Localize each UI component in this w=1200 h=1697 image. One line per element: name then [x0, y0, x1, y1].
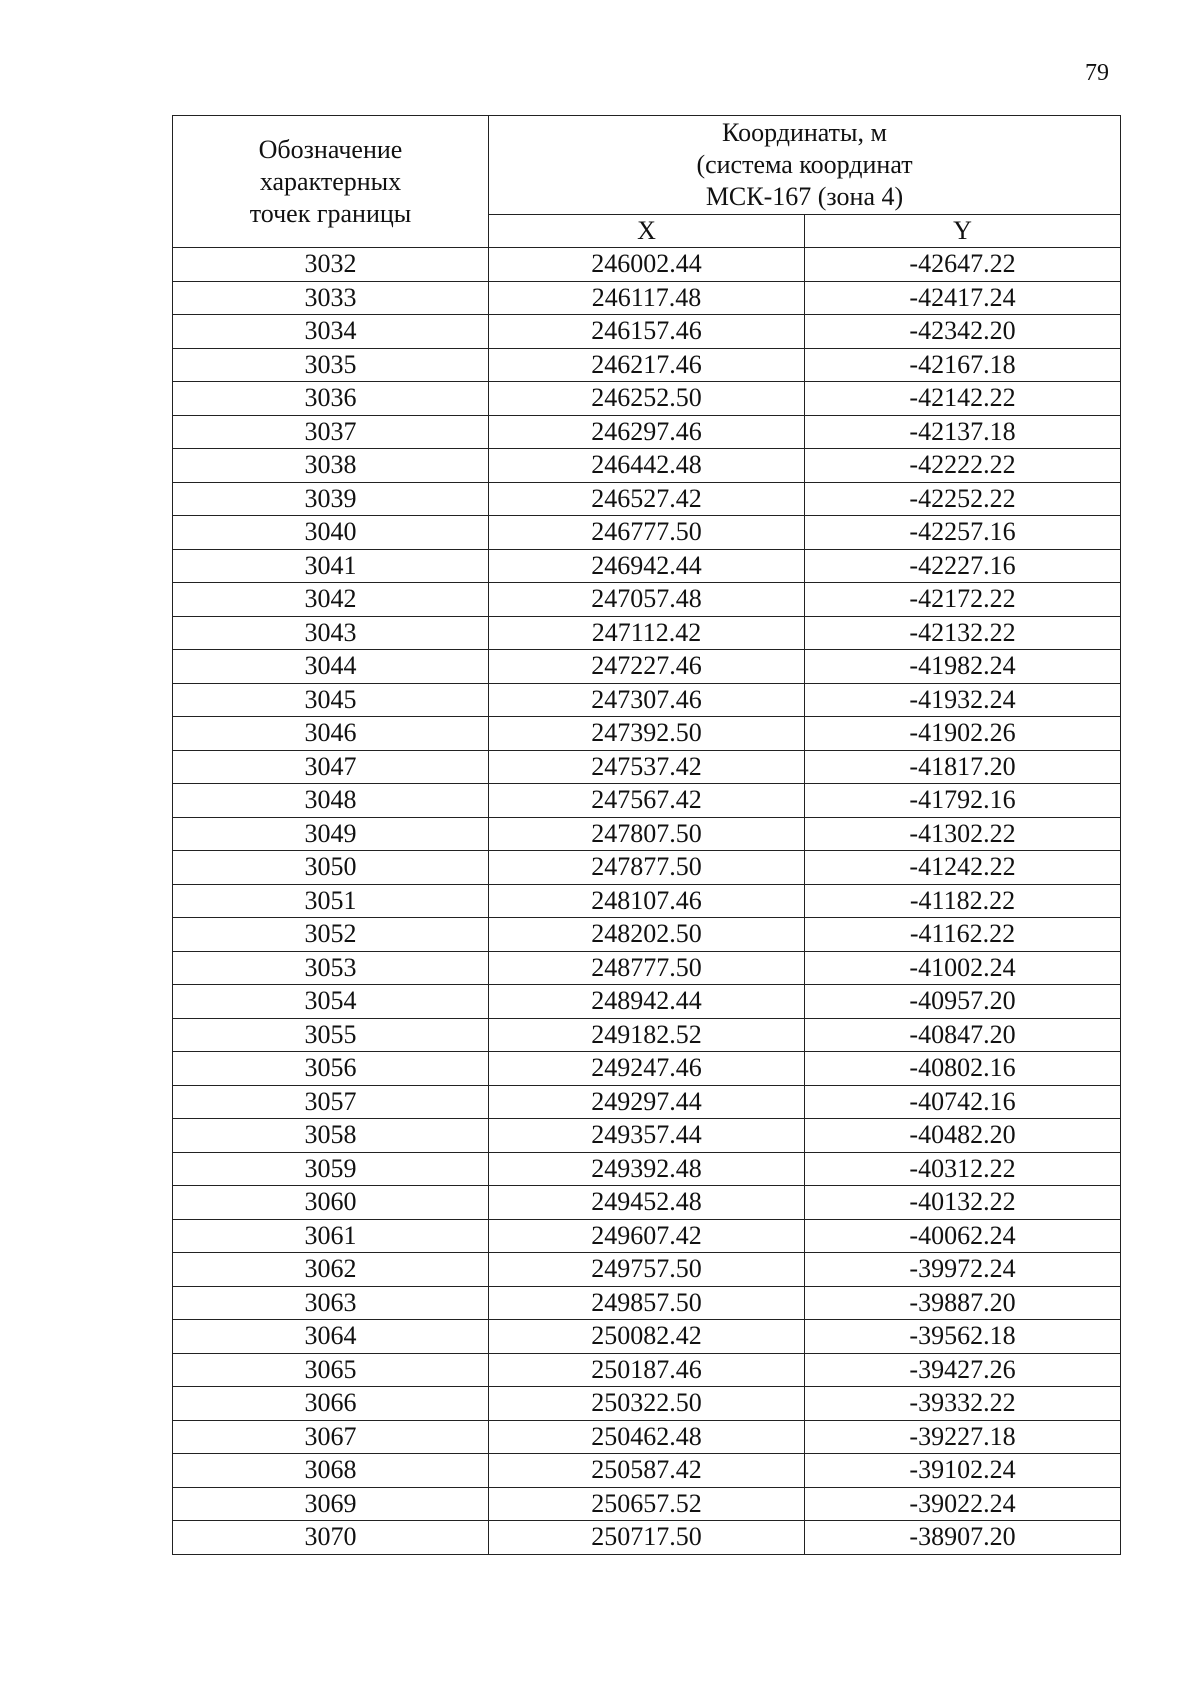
cell-point: 3037: [173, 415, 489, 449]
cell-x: 247227.46: [489, 650, 805, 684]
table-row: [173, 918, 1121, 952]
cell-x: 248202.50: [489, 918, 805, 952]
cell-point: 3059: [173, 1152, 489, 1186]
table-row: [173, 717, 1121, 751]
cell-point: 3056: [173, 1052, 489, 1086]
cell-x: 248107.46: [489, 884, 805, 918]
header-coords-line: Координаты, м: [722, 118, 887, 147]
cell-y: -40802.16: [805, 1052, 1121, 1086]
cell-x: 250587.42: [489, 1454, 805, 1488]
cell-point: 3068: [173, 1454, 489, 1488]
cell-point: 3052: [173, 918, 489, 952]
cell-point: 3058: [173, 1119, 489, 1153]
table-body: [173, 248, 1121, 1555]
cell-x: 249357.44: [489, 1119, 805, 1153]
cell-x: 246297.46: [489, 415, 805, 449]
table-row: [173, 1152, 1121, 1186]
cell-point: 3063: [173, 1286, 489, 1320]
cell-point: 3038: [173, 449, 489, 483]
table-row: [173, 449, 1121, 483]
cell-point: 3066: [173, 1387, 489, 1421]
table-row: [173, 884, 1121, 918]
cell-y: -39332.22: [805, 1387, 1121, 1421]
cell-point: 3041: [173, 549, 489, 583]
cell-x: 249757.50: [489, 1253, 805, 1287]
cell-y: -42222.22: [805, 449, 1121, 483]
table-row: [173, 1085, 1121, 1119]
table-row: [173, 1186, 1121, 1220]
table-row: [173, 1387, 1121, 1421]
cell-point: 3039: [173, 482, 489, 516]
cell-point: 3049: [173, 817, 489, 851]
table-row: [173, 583, 1121, 617]
cell-x: 246442.48: [489, 449, 805, 483]
cell-x: 246117.48: [489, 281, 805, 315]
header-point-line: характерных: [259, 166, 402, 196]
cell-x: 249392.48: [489, 1152, 805, 1186]
cell-point: 3065: [173, 1353, 489, 1387]
cell-point: 3054: [173, 985, 489, 1019]
cell-x: 250322.50: [489, 1387, 805, 1421]
table-row: [173, 1521, 1121, 1555]
cell-point: 3050: [173, 851, 489, 885]
cell-point: 3042: [173, 583, 489, 617]
coordinates-table: [172, 115, 1121, 1555]
table-row: [173, 549, 1121, 583]
cell-x: 247877.50: [489, 851, 805, 885]
cell-point: 3035: [173, 348, 489, 382]
header-point-line: Обозначение: [258, 134, 403, 164]
cell-y: -39972.24: [805, 1253, 1121, 1287]
cell-y: -42417.24: [805, 281, 1121, 315]
cell-point: 3045: [173, 683, 489, 717]
cell-x: 247112.42: [489, 616, 805, 650]
cell-y: -41792.16: [805, 784, 1121, 818]
cell-point: 3069: [173, 1487, 489, 1521]
cell-y: -41932.24: [805, 683, 1121, 717]
cell-y: -42142.22: [805, 382, 1121, 416]
cell-x: 249857.50: [489, 1286, 805, 1320]
table-row: [173, 315, 1121, 349]
cell-x: 247307.46: [489, 683, 805, 717]
cell-x: 247567.42: [489, 784, 805, 818]
cell-point: 3060: [173, 1186, 489, 1220]
cell-point: 3062: [173, 1253, 489, 1287]
cell-y: -42227.16: [805, 549, 1121, 583]
cell-y: -40062.24: [805, 1219, 1121, 1253]
table-row: [173, 1454, 1121, 1488]
cell-point: 3048: [173, 784, 489, 818]
cell-x: 247057.48: [489, 583, 805, 617]
cell-y: -40132.22: [805, 1186, 1121, 1220]
cell-point: 3040: [173, 516, 489, 550]
cell-x: 250462.48: [489, 1420, 805, 1454]
table-row: [173, 1420, 1121, 1454]
table-row: [173, 248, 1121, 282]
cell-x: 247537.42: [489, 750, 805, 784]
table-row: [173, 348, 1121, 382]
cell-point: 3034: [173, 315, 489, 349]
cell-point: 3064: [173, 1320, 489, 1354]
cell-x: 246942.44: [489, 549, 805, 583]
cell-y: -40312.22: [805, 1152, 1121, 1186]
cell-x: 249607.42: [489, 1219, 805, 1253]
cell-x: 249182.52: [489, 1018, 805, 1052]
header-x: X: [489, 215, 805, 248]
cell-y: -39887.20: [805, 1286, 1121, 1320]
cell-point: 3070: [173, 1521, 489, 1555]
header-coords-line: МСК-167 (зона 4): [705, 182, 904, 211]
table-row: [173, 750, 1121, 784]
cell-x: 246002.44: [489, 248, 805, 282]
cell-y: -42342.20: [805, 315, 1121, 349]
cell-y: -40742.16: [805, 1085, 1121, 1119]
cell-y: -39102.24: [805, 1454, 1121, 1488]
cell-x: 246157.46: [489, 315, 805, 349]
table-row: [173, 683, 1121, 717]
cell-y: -41242.22: [805, 851, 1121, 885]
table-row: [173, 382, 1121, 416]
cell-point: 3061: [173, 1219, 489, 1253]
cell-x: 248942.44: [489, 985, 805, 1019]
cell-y: -39227.18: [805, 1420, 1121, 1454]
table-row: [173, 817, 1121, 851]
header-y: Y: [805, 215, 1121, 248]
cell-y: -41302.22: [805, 817, 1121, 851]
table-row: [173, 951, 1121, 985]
table-row: [173, 415, 1121, 449]
cell-y: -41162.22: [805, 918, 1121, 952]
cell-x: 250657.52: [489, 1487, 805, 1521]
cell-x: 249452.48: [489, 1186, 805, 1220]
cell-point: 3044: [173, 650, 489, 684]
table-row: [173, 516, 1121, 550]
cell-x: 250082.42: [489, 1320, 805, 1354]
cell-point: 3055: [173, 1018, 489, 1052]
cell-y: -41817.20: [805, 750, 1121, 784]
cell-y: -42647.22: [805, 248, 1121, 282]
table-row: [173, 616, 1121, 650]
cell-y: -40847.20: [805, 1018, 1121, 1052]
cell-x: 246527.42: [489, 482, 805, 516]
cell-point: 3043: [173, 616, 489, 650]
cell-x: 249247.46: [489, 1052, 805, 1086]
table-row: [173, 1219, 1121, 1253]
cell-y: -42132.22: [805, 616, 1121, 650]
table-row: [173, 650, 1121, 684]
table-row: [173, 1487, 1121, 1521]
cell-point: 3032: [173, 248, 489, 282]
cell-y: -39022.24: [805, 1487, 1121, 1521]
table-header: [173, 116, 1121, 248]
table-row: [173, 482, 1121, 516]
table-row: [173, 851, 1121, 885]
cell-y: -39427.26: [805, 1353, 1121, 1387]
cell-x: 249297.44: [489, 1085, 805, 1119]
cell-x: 247807.50: [489, 817, 805, 851]
cell-x: 248777.50: [489, 951, 805, 985]
cell-point: 3047: [173, 750, 489, 784]
cell-point: 3057: [173, 1085, 489, 1119]
table-row: [173, 985, 1121, 1019]
cell-x: 247392.50: [489, 717, 805, 751]
cell-y: -41902.26: [805, 717, 1121, 751]
table-row: [173, 784, 1121, 818]
table-row: [173, 1320, 1121, 1354]
cell-x: 250187.46: [489, 1353, 805, 1387]
cell-y: -42257.16: [805, 516, 1121, 550]
table-row: [173, 281, 1121, 315]
table-row: [173, 1052, 1121, 1086]
page-number: 79: [1085, 60, 1109, 86]
table-row: [173, 1286, 1121, 1320]
header-point-line: точек границы: [249, 198, 412, 228]
cell-y: -38907.20: [805, 1521, 1121, 1555]
cell-point: 3036: [173, 382, 489, 416]
cell-x: 250717.50: [489, 1521, 805, 1555]
table-row: [173, 1119, 1121, 1153]
header-coords-line: (система координат: [696, 150, 913, 179]
cell-y: -42252.22: [805, 482, 1121, 516]
table-row: [173, 1253, 1121, 1287]
cell-y: -39562.18: [805, 1320, 1121, 1354]
cell-point: 3033: [173, 281, 489, 315]
cell-y: -41182.22: [805, 884, 1121, 918]
cell-y: -40482.20: [805, 1119, 1121, 1153]
cell-x: 246252.50: [489, 382, 805, 416]
cell-y: -40957.20: [805, 985, 1121, 1019]
table-row: [173, 1018, 1121, 1052]
cell-y: -42167.18: [805, 348, 1121, 382]
cell-point: 3046: [173, 717, 489, 751]
header-coordinates-group: [489, 116, 1121, 215]
cell-y: -41002.24: [805, 951, 1121, 985]
table-row: [173, 1353, 1121, 1387]
cell-x: 246217.46: [489, 348, 805, 382]
cell-y: -41982.24: [805, 650, 1121, 684]
cell-y: -42137.18: [805, 415, 1121, 449]
cell-point: 3067: [173, 1420, 489, 1454]
header-point-designation: [173, 116, 489, 248]
cell-point: 3053: [173, 951, 489, 985]
cell-point: 3051: [173, 884, 489, 918]
cell-x: 246777.50: [489, 516, 805, 550]
cell-y: -42172.22: [805, 583, 1121, 617]
